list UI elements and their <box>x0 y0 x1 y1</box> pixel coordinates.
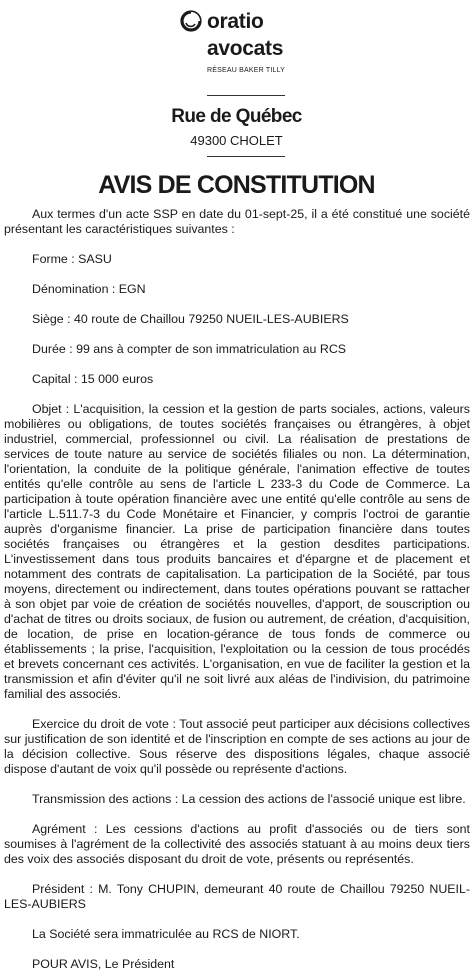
notice-title: AVIS DE CONSTITUTION <box>98 171 375 199</box>
denomination-line: Dénomination : EGN <box>32 282 146 296</box>
vote-paragraph: Exercice du droit de vote : Tout associé peut participer aux décisions collectives sur justification de son identité et de l'inscription en compte de ses actions au jour de la décision collective. Sous réserve des dispositions légales, chaque associé dispose d'autant de voix qu'il possède ou représente d'actions. <box>4 717 470 776</box>
address-city: 49300 CHOLET <box>190 133 283 148</box>
notice-body <box>4 207 470 972</box>
intro-paragraph: Aux termes d'un acte SSP en date du 01-sept-25, il a été constitué une société présentant les caractéristiques suivantes : <box>4 207 470 236</box>
transmission-line: Transmission des actions : La cession des actions de l'associé unique est libre. <box>32 792 466 806</box>
rcs-line: La Société sera immatriculée au RCS de NIORT. <box>32 927 300 941</box>
logo-tagline: RÉSEAU BAKER TILLY <box>207 67 286 74</box>
president-paragraph: Président : M. Tony CHUPIN, demeurant 40 route de Chaillou 79250 NUEIL-LES-AUBIERS <box>4 882 470 911</box>
forme-line: Forme : SASU <box>32 252 112 266</box>
duree-line: Durée : 99 ans à compter de son immatriculation au RCS <box>32 342 347 356</box>
logo-text-line1: oratio <box>207 10 264 33</box>
agrement-paragraph: Agrément : Les cessions d'actions au profit d'associés ou de tiers sont soumises à l'agrément de la collectivité des associés statuant à au moins deux tiers des voix des associés disposant du droit de vote, présents ou représentés. <box>4 822 470 866</box>
oratio-logo <box>180 8 300 80</box>
address-street: Rue de Québec <box>171 106 302 127</box>
signature-line: POUR AVIS, Le Président <box>32 957 175 971</box>
oratio-brand-icon <box>180 10 202 32</box>
divider-top <box>207 95 285 96</box>
capital-line: Capital : 15 000 euros <box>32 372 154 386</box>
logo-text-line2: avocats <box>207 37 284 60</box>
siege-line: Siège : 40 route de Chaillou 79250 NUEIL-LES-AUBIERS <box>32 312 349 326</box>
objet-paragraph: Objet : L'acquisition, la cession et la gestion de parts sociales, actions, valeurs mobilières ou obligations, de toutes sociétés françaises ou étrangères, à objet industriel, commercial, professionnel ou civil. La réalisation de prestations de services de toute nature au service de sociétés filiales ou non. La détermination, l'orientation, la conduite de la politique générale, l'animation effective de toutes entités qu'elle contrôle au sens de l'article L 233-3 du Code de Commerce. La participation à toute opération financière avec une entité qu'elle contrôle au sens de l'article L.511.7-3 du Code Monétaire et Financier, y compris l'octroi de garantie auprès d'organisme financier. La prise de participation financière dans toutes sociétés françaises ou étrangères et la gestion desdites participations. L'investissement dans tous produits bancaires et d'épargne et de placement et notamment des contrats de capitalisation. La participation de la Société, par tous moyens, directement ou indirectement, dans toutes opérations pouvant se rattacher à son objet par voie de création de sociétés nouvelles, d'apport, de souscription ou d'achat de titres ou droits sociaux, de fusion ou autrement, de création, d'acquisition, de location, de prise en location-gérance de tous fonds de commerce ou établissements ; la prise, l'acquisition, l'exploitation ou la cession de tous procédés et brevets concernant ces activités. L'organisation, en vue de faciliter la gestion et la transmission et afin d'éviter qu'il ne soit livré aux aléas de l'indivision, du patrimoine familial des associés. <box>4 402 470 701</box>
divider-bottom <box>207 156 285 157</box>
